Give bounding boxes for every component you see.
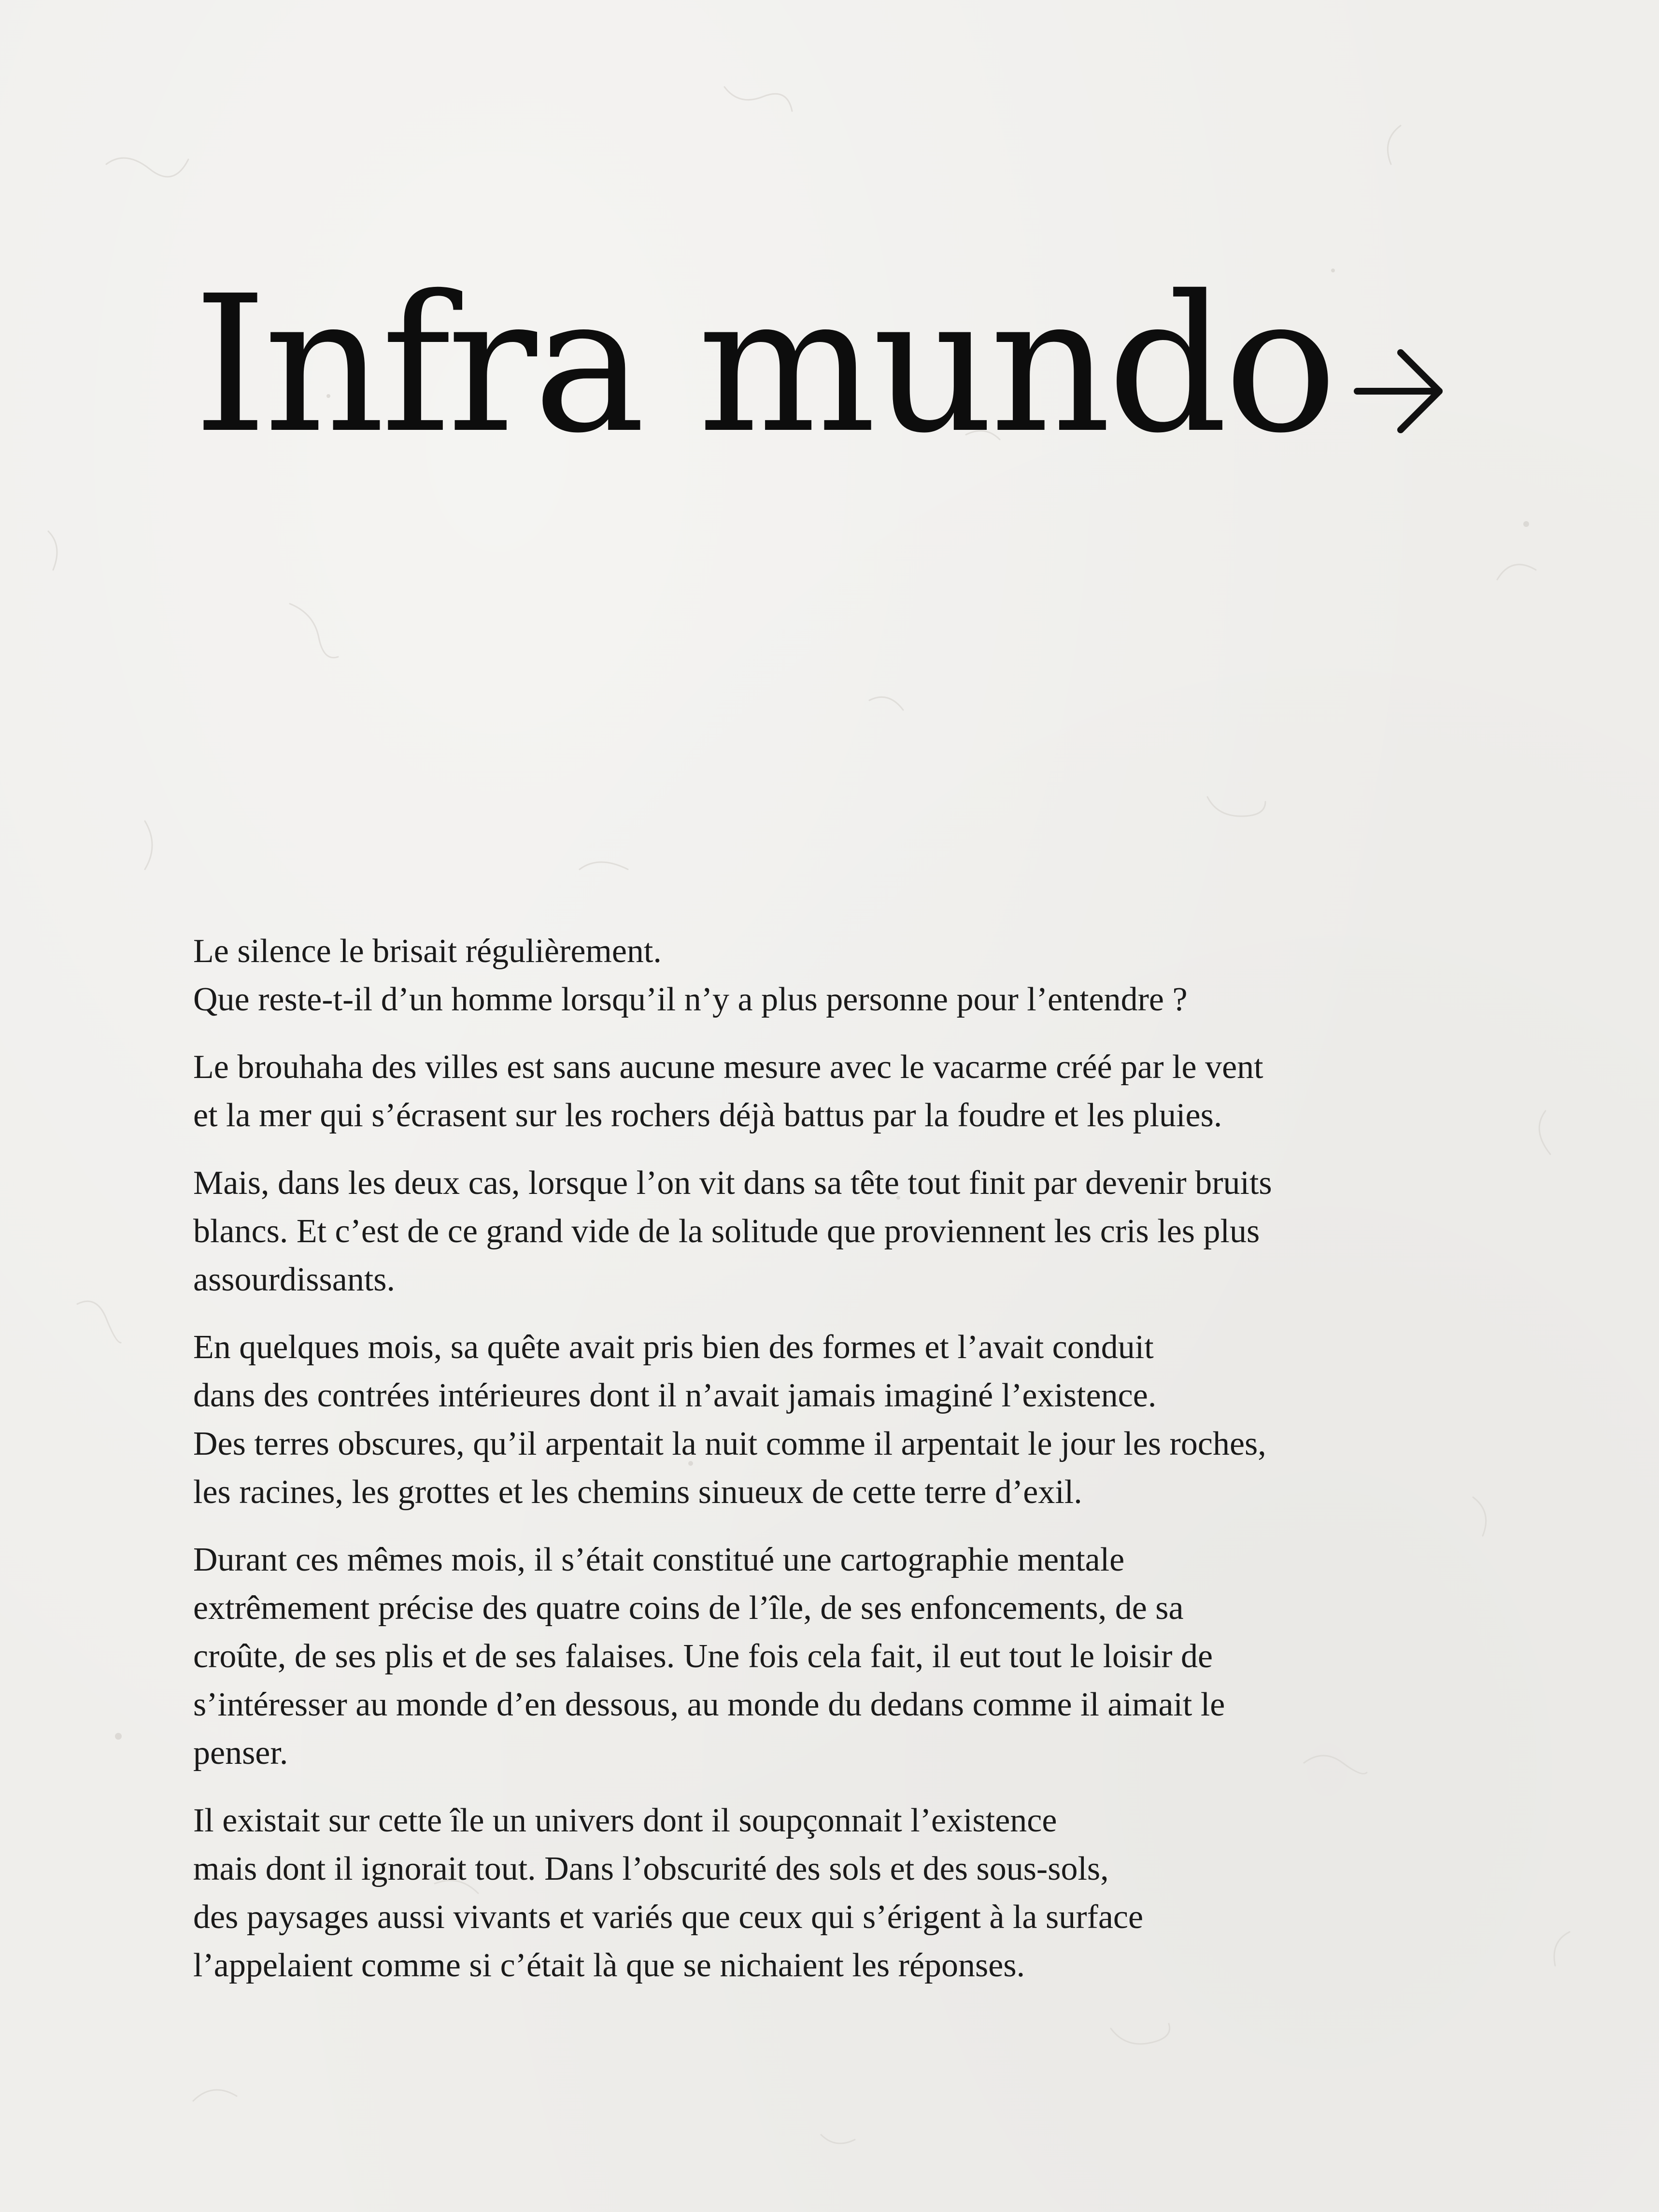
- text-line: Durant ces mêmes mois, il s’était constitué une cartographie mentale: [193, 1541, 1125, 1578]
- text-line: extrêmement précise des quatre coins de l’île, de ses enfoncements, de sa: [193, 1589, 1184, 1627]
- paragraph-1: [193, 927, 1497, 1024]
- text-line: Il existait sur cette île un univers dont il soupçonnait l’existence: [193, 1802, 1057, 1839]
- arrow-right-icon[interactable]: [1352, 338, 1449, 444]
- text-line: dans des contrées intérieures dont il n’avait jamais imaginé l’existence.: [193, 1377, 1157, 1414]
- text-line: assourdissants.: [193, 1261, 396, 1298]
- text-line: et la mer qui s’écrasent sur les rochers déjà battus par la foudre et les pluies.: [193, 1097, 1222, 1134]
- page-title: Infra mundo: [193, 255, 1334, 474]
- text-line: Le silence le brisait régulièrement.: [193, 933, 662, 970]
- paragraph-6: [193, 1797, 1497, 1990]
- text-line: mais dont il ignorait tout. Dans l’obscurité des sols et des sous-sols,: [193, 1850, 1109, 1887]
- text-line: blancs. Et c’est de ce grand vide de la solitude que proviennent les cris les plus: [193, 1213, 1260, 1250]
- text-line: penser.: [193, 1734, 288, 1772]
- text-line: En quelques mois, sa quête avait pris bien des formes et l’avait conduit: [193, 1329, 1154, 1366]
- paragraph-4: [193, 1323, 1497, 1517]
- text-line: Des terres obscures, qu’il arpentait la nuit comme il arpentait le jour les roches,: [193, 1425, 1266, 1462]
- text-line: l’appelaient comme si c’était là que se nichaient les réponses.: [193, 1947, 1025, 1984]
- text-line: les racines, les grottes et les chemins sinueux de cette terre d’exil.: [193, 1474, 1082, 1511]
- body-text: [193, 927, 1497, 2009]
- text-line: Le brouhaha des villes est sans aucune mesure avec le vacarme créé par le vent: [193, 1049, 1263, 1086]
- paragraph-2: [193, 1043, 1497, 1140]
- text-line: Que reste-t-il d’un homme lorsqu’il n’y a plus personne pour l’entendre ?: [193, 981, 1188, 1018]
- text-line: s’intéresser au monde d’en dessous, au monde du dedans comme il aimait le: [193, 1686, 1225, 1723]
- text-line: des paysages aussi vivants et variés que ceux qui s’érigent à la surface: [193, 1899, 1144, 1936]
- text-line: Mais, dans les deux cas, lorsque l’on vit dans sa tête tout finit par devenir bruits: [193, 1164, 1272, 1202]
- text-line: croûte, de ses plis et de ses falaises. Une fois cela fait, il eut tout le loisir de: [193, 1638, 1213, 1675]
- paragraph-3: [193, 1159, 1497, 1304]
- paragraph-5: [193, 1536, 1497, 1777]
